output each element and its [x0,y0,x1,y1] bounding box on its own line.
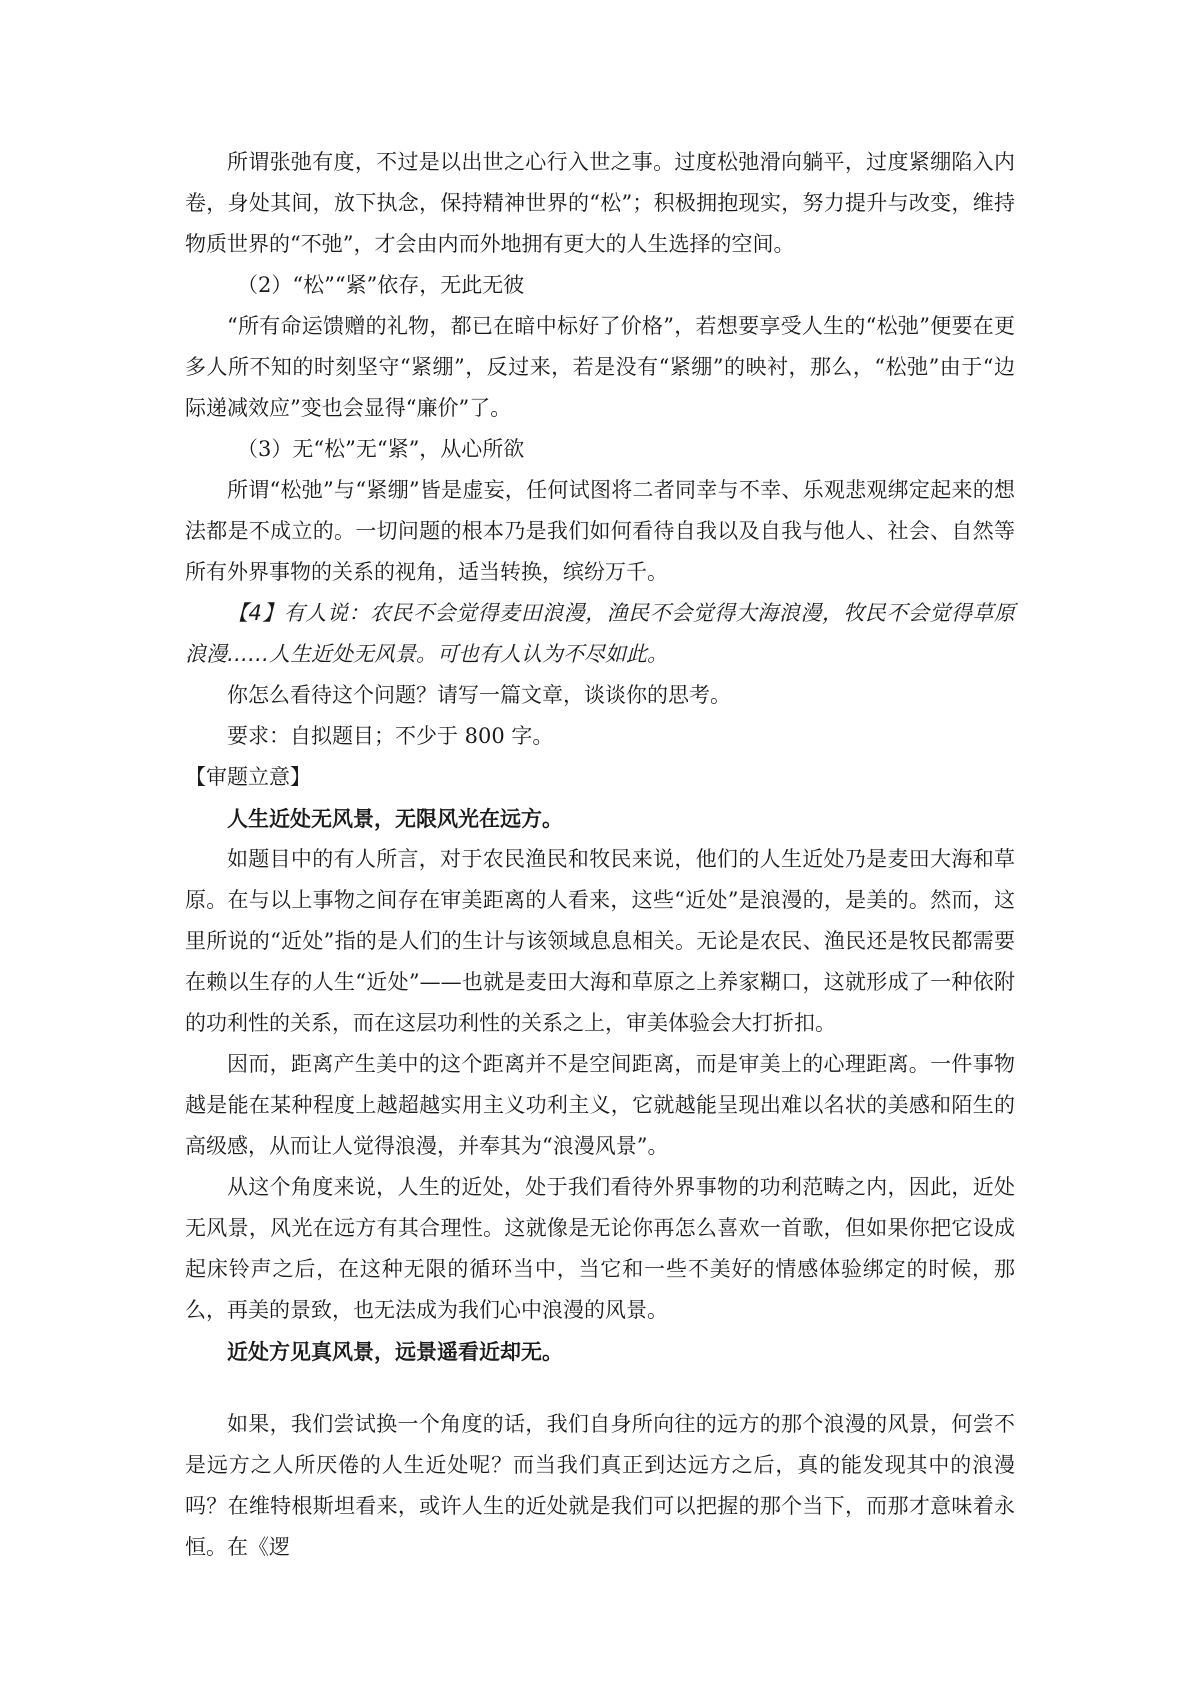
paragraph-illusion: 所谓“松弛”与“紧绷”皆是虚妄，任何试图将二者同幸与不幸、乐观悲观绑定起来的想法都是不成立的。一切问题的根本乃是我们如何看待自我以及自我与他人、社会、自然等所有外界事物的关系的视角，适当转换，缤纷万千。 [185,478,1015,584]
subheading-3: （3）无“松”无“紧”，从心所欲 [237,437,525,461]
subheading-2: （2）“松”“紧”依存，无此无彼 [237,273,525,297]
question-4-instruction: 你怎么看待这个问题？请写一篇文章，谈谈你的思考。 [227,683,731,707]
paragraph-perspective: 如果，我们尝试换一个角度的话，我们自身所向往的远方的那个浪漫的风景，何尝不是远方之人所厌倦的人生近处呢？而当我们真正到达远方之后，真的能发现其中的浪漫吗？在维特根斯坦看来，或许人生的近处就是我们可以把握的那个当下，而那才意味着永恒。在《逻 [185,1412,1015,1559]
question-4-requirement: 要求：自拟题目；不少于 800 字。 [227,724,554,748]
document-page [185,142,1015,1568]
paragraph-livelihood: 如题目中的有人所言，对于农民渔民和牧民来说，他们的人生近处乃是麦田大海和草原。在与以上事物之间存在审美距离的人看来，这些“近处”是浪漫的，是美的。然而，这里所说的“近处”指的是人们的生计与该领域息息相关。无论是农民、渔民还是牧民都需要在赖以生存的人生“近处”——也就是麦田大海和草原之上养家糊口，这就形成了一种依附的功利性的关系，而在这层功利性的关系之上，审美体验会大打折扣。 [185,847,1015,1035]
paragraph-utility-scope: 从这个角度来说，人生的近处，处于我们看待外界事物的功利范畴之内，因此，近处无风景，风光在远方有其合理性。这就像是无论你再怎么喜欢一首歌，但如果你把它设成起床铃声之后，在这种无限的循环当中，当它和一些不美好的情感体验绑定的时候，那么，再美的景致，也无法成为我们心中浪漫的风景。 [185,1175,1015,1322]
paragraph-interdependence: “所有命运馈赠的礼物，都已在暗中标好了价格”，若想要享受人生的“松弛”便要在更多人所不知的时刻坚守“紧绷”，反过来，若是没有“紧绷”的映衬，那么，“松弛”由于“边际递减效应”变也会显得“廉价”了。 [185,314,1015,420]
question-4-prompt: 【4】有人说：农民不会觉得麦田浪漫，渔民不会觉得大海浪漫，牧民不会觉得草原浪漫……人生近处无风景。可也有人认为不尽如此。 [185,601,1015,666]
paragraph-psychological-distance: 因而，距离产生美中的这个距离并不是空间距离，而是审美上的心理距离。一件事物越是能在某种程度上越超越实用主义功利主义，它就越能呈现出难以名状的美感和陌生的高级感，从而让人觉得浪漫，并奉其为“浪漫风景”。 [185,1052,1015,1158]
bold-thesis-1: 人生近处无风景，无限风光在远方。 [227,806,563,831]
bold-thesis-2: 近处方见真风景，远景遥看近却无。 [227,1339,563,1364]
paragraph-balance: 所谓张弛有度，不过是以出世之心行入世之事。过度松弛滑向躺平，过度紧绷陷入内卷，身处其间，放下执念，保持精神世界的“松”；积极拥抱现实，努力提升与改变，维持物质世界的“不弛”，才会由内而外地拥有更大的人生选择的空间。 [185,150,1015,256]
section-heading-analysis: 【审题立意】 [185,765,311,789]
